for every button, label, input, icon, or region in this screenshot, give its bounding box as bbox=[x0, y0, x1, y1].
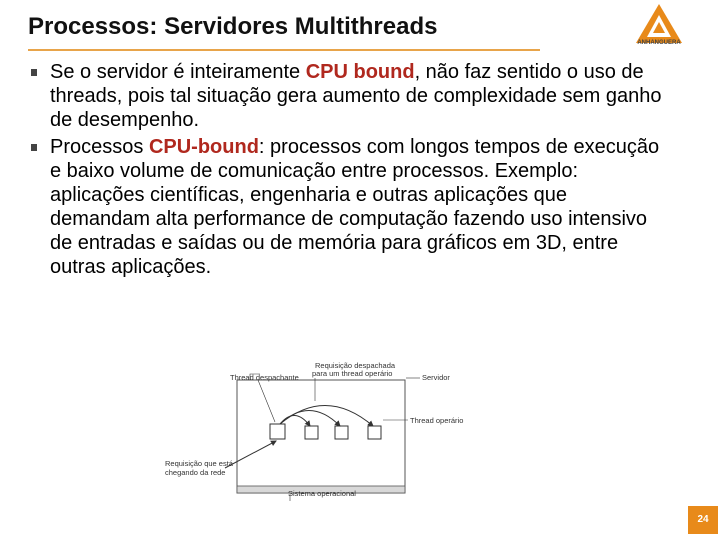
label-thread-despachante: Thread despachante bbox=[230, 373, 299, 382]
bullet-text-post: : processos com longos tempos de execução e baixo volume de comunicação entre processos. Exemplo: aplicações científicas, engenharia e outras aplicações que demandam alta performance de computação fazendo uso intensivo de entradas e saídas ou de memória para gráficos em 3D, entre outras aplicações. bbox=[50, 136, 660, 278]
bullet-highlight: CPU-bound bbox=[148, 136, 259, 158]
multithread-server-diagram bbox=[150, 358, 480, 508]
worker-thread-box bbox=[335, 426, 348, 439]
worker-thread-box bbox=[305, 426, 318, 439]
square-bullet-icon bbox=[31, 144, 37, 151]
worker-thread-box bbox=[368, 426, 381, 439]
label-sistema-operacional: Sistema operacional bbox=[288, 489, 356, 498]
label-requisicao-rede-2: chegando da rede bbox=[165, 468, 226, 477]
bullet-list bbox=[28, 60, 668, 282]
bullet-item bbox=[28, 60, 668, 132]
label-requisicao-despachada: Requisição despachada bbox=[315, 361, 396, 370]
label-servidor: Servidor bbox=[422, 373, 450, 382]
bullet-item bbox=[28, 135, 668, 279]
logo-wordmark: ANHANGUERA bbox=[637, 40, 681, 46]
bullet-text-pre: Processos bbox=[50, 136, 149, 158]
label-requisicao-rede: Requisição que está bbox=[165, 459, 233, 468]
label-requisicao-despachada-2: para um thread operário bbox=[312, 369, 393, 378]
bullet-highlight: CPU bound bbox=[305, 61, 415, 83]
slide-title: Processos: Servidores Multithreads bbox=[28, 13, 438, 40]
dispatcher-thread-box bbox=[270, 424, 285, 439]
label-thread-operario: Thread operário bbox=[410, 416, 464, 425]
square-bullet-icon bbox=[31, 69, 37, 76]
bullet-text-pre: Se o servidor é inteiramente bbox=[50, 61, 306, 83]
page-number: 24 bbox=[697, 514, 709, 525]
title-underline bbox=[28, 49, 540, 51]
bullet-text-post: , não faz sentido o uso de threads, pois tal situação gera aumento de complexidade sem ganho de desempenho. bbox=[50, 61, 662, 131]
